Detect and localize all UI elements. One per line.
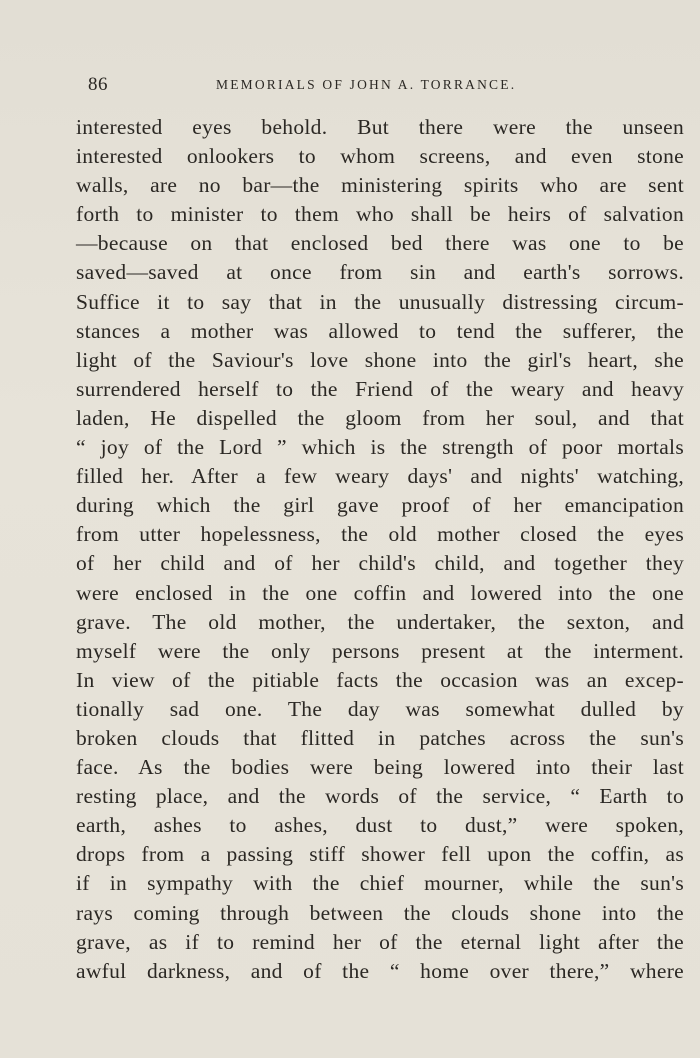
text-line: forth to minister to them who shall be heirs of salvation	[76, 202, 684, 227]
text-line: broken clouds that flitted in patches across the sun's	[76, 725, 684, 750]
text-line: interested eyes behold. But there were the unseen	[76, 115, 684, 139]
text-line: In view of the pitiable facts the occasion was an excep-	[76, 667, 684, 692]
running-head: MEMORIALS OF JOHN A. TORRANCE.	[216, 77, 517, 92]
text-line: walls, are no bar—the ministering spirits who are sent	[76, 173, 684, 198]
text-line: surrendered herself to the Friend of the weary and heavy	[76, 376, 684, 401]
page-header	[76, 74, 684, 98]
text-line: earth, ashes to ashes, dust to dust,” were spoken,	[76, 813, 684, 838]
text-line: filled her. After a few weary days' and nights' watching,	[76, 464, 684, 489]
page-number: 86	[88, 74, 108, 95]
text-line: face. As the bodies were being lowered into their last	[76, 755, 684, 780]
text-line: if in sympathy with the chief mourner, while the sun's	[76, 871, 684, 896]
text-line: drops from a passing stiff shower fell upon the coffin, as	[76, 842, 684, 867]
text-line: stances a mother was allowed to tend the sufferer, the	[76, 318, 684, 343]
text-line: —because on that enclosed bed there was one to be	[76, 231, 684, 256]
text-line: of her child and of her child's child, and together they	[76, 551, 684, 576]
text-line: rays coming through between the clouds shone into the	[76, 900, 684, 925]
text-line: “ joy of the Lord ” which is the strength of poor mortals	[76, 435, 684, 460]
text-line: light of the Saviour's love shone into the girl's heart, she	[76, 347, 684, 372]
text-line: from utter hopelessness, the old mother closed the eyes	[76, 522, 684, 547]
text-line: laden, He dispelled the gloom from her soul, and that	[76, 405, 684, 430]
text-line: awful darkness, and of the “ home over there,” where	[76, 958, 684, 983]
text-line: saved—saved at once from sin and earth's sorrows.	[76, 260, 684, 285]
text-line: tionally sad one. The day was somewhat dulled by	[76, 696, 684, 721]
body-text	[76, 113, 684, 986]
text-line: grave, as if to remind her of the eternal light after the	[76, 929, 684, 954]
text-line: Suffice it to say that in the unusually distressing circum-	[76, 289, 684, 314]
text-line: during which the girl gave proof of her emancipation	[76, 493, 684, 518]
text-line: myself were the only persons present at the interment.	[76, 638, 684, 663]
text-line: interested onlookers to whom screens, and even stone	[76, 144, 684, 169]
text-line: grave. The old mother, the undertaker, the sexton, and	[76, 609, 684, 634]
text-line: resting place, and the words of the service, “ Earth to	[76, 784, 684, 809]
text-line: were enclosed in the one coffin and lowered into the one	[76, 580, 684, 605]
